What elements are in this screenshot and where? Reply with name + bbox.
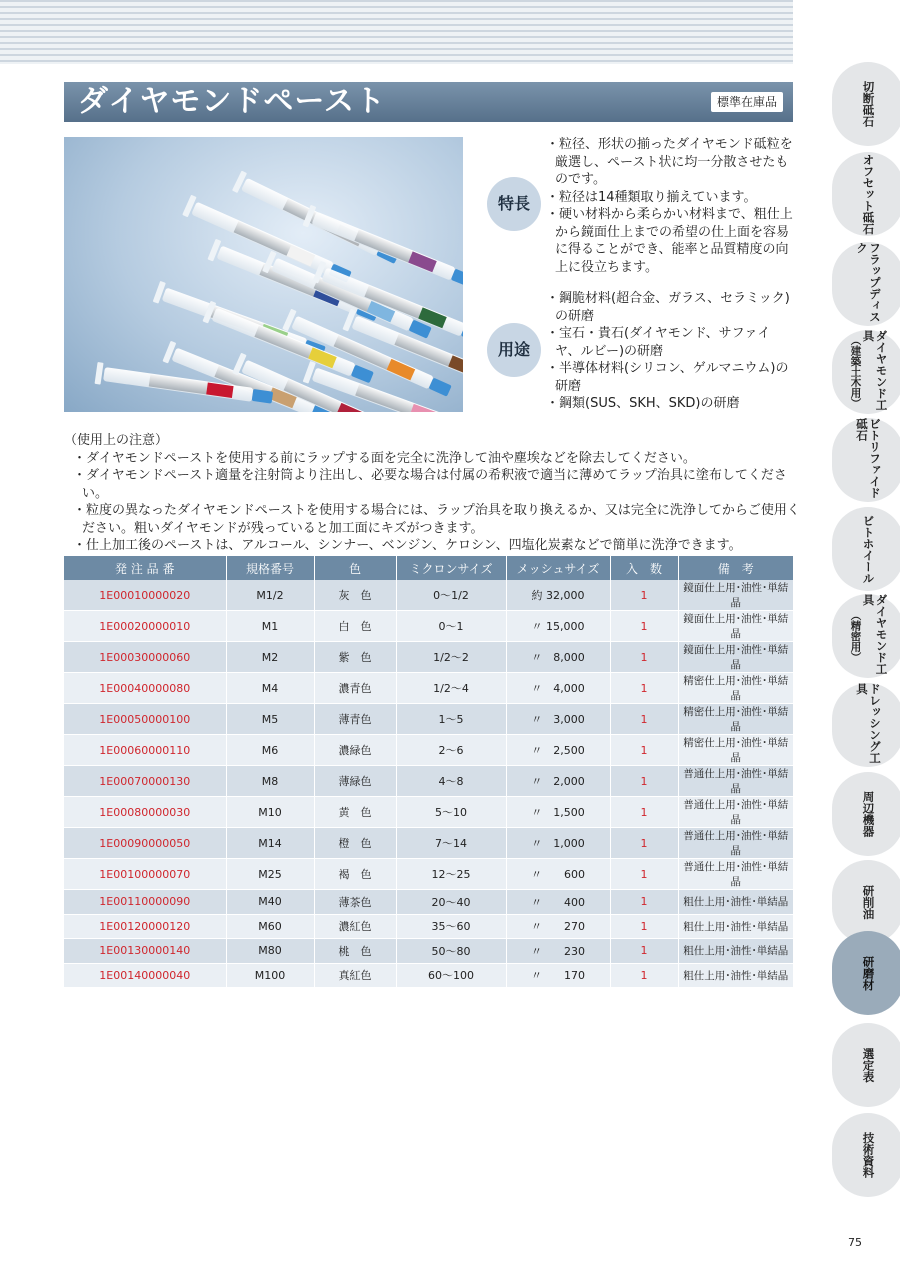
order-code: 1E00010000020: [64, 580, 226, 611]
remark: 鏡面仕上用･油性･単結晶: [678, 611, 793, 642]
mesh-size: 〃 170: [506, 963, 610, 988]
side-tab-text: ダイヤモンド工具: [861, 594, 889, 675]
quantity: 1: [610, 890, 678, 915]
mesh-size: 〃 600: [506, 859, 610, 890]
quantity: 1: [610, 580, 678, 611]
mesh-size: 〃 400: [506, 890, 610, 915]
column-header: メッシュサイズ: [506, 556, 610, 580]
micron-size: 5〜10: [396, 797, 506, 828]
column-header: 入 数: [610, 556, 678, 580]
quantity: 1: [610, 939, 678, 964]
remark: 粗仕上用･油性･単結晶: [678, 890, 793, 915]
side-tab-label: [846, 507, 890, 591]
table-row: [64, 939, 793, 964]
side-tab-label: [846, 242, 890, 326]
side-tab[interactable]: [832, 507, 900, 591]
table-row: [64, 963, 793, 988]
side-tab-text: （精密用）: [849, 609, 862, 663]
table-row: [64, 611, 793, 642]
order-code: 1E00050000100: [64, 704, 226, 735]
order-code: 1E00090000050: [64, 828, 226, 859]
feature-item: ・粒径、形状の揃ったダイヤモンド砥粒を厳選し、ペースト状に均一分散させたものです。: [546, 137, 793, 187]
note-item: ・ダイヤモンドペーストを使用する前にラップする面を完全に洗浄して油や塵埃などを除去してください。: [73, 450, 696, 466]
side-tab[interactable]: [832, 683, 900, 767]
order-code: 1E00140000040: [64, 963, 226, 988]
side-tab-text: 技術資料: [861, 1132, 876, 1178]
order-code: 1E00100000070: [64, 859, 226, 890]
side-tab-text: 研削油: [861, 884, 876, 920]
syringe: [162, 287, 167, 300]
side-tab-label: [846, 418, 890, 502]
spec-number: M40: [226, 890, 314, 915]
micron-size: 0〜1/2: [396, 580, 506, 611]
order-code: 1E00130000140: [64, 939, 226, 964]
remark: 鏡面仕上用･油性･単結晶: [678, 642, 793, 673]
use-item: ・鋼脆材料(超合金、ガラス、セラミック)の研磨: [546, 291, 790, 324]
use-item: ・鋼類(SUS、SKH、SKD)の研磨: [546, 396, 740, 411]
side-tab[interactable]: [832, 772, 900, 856]
side-tab-text: フラップディスク: [855, 242, 882, 323]
order-code: 1E00020000010: [64, 611, 226, 642]
spec-number: M5: [226, 704, 314, 735]
color: 灰 色: [314, 580, 396, 611]
mesh-size: 〃 270: [506, 914, 610, 939]
order-code: 1E00040000080: [64, 673, 226, 704]
spec-number: M60: [226, 914, 314, 939]
feature-item: ・粒径は14種類取り揃えています。: [546, 189, 757, 205]
syringe-cap: [252, 389, 273, 404]
spec-number: M2: [226, 642, 314, 673]
spec-number: M4: [226, 673, 314, 704]
spec-number: M1: [226, 611, 314, 642]
side-tab-label: [846, 1113, 890, 1197]
notes-heading: （使用上の注意）: [64, 433, 169, 448]
color: 薄茶色: [314, 890, 396, 915]
quantity: 1: [610, 642, 678, 673]
side-tab[interactable]: [832, 594, 900, 678]
column-header: 色: [314, 556, 396, 580]
table-row: [64, 704, 793, 735]
side-tab-label: [846, 330, 890, 414]
syringe-flange: [95, 362, 104, 385]
side-tab-text: ダイヤモンド工具: [861, 330, 889, 411]
spec-number: M80: [226, 939, 314, 964]
spec-number: M1/2: [226, 580, 314, 611]
side-tab[interactable]: [832, 931, 900, 1015]
syringe-paste: [410, 404, 439, 412]
table-row: [64, 797, 793, 828]
side-tab-label: [846, 62, 890, 146]
quantity: 1: [610, 704, 678, 735]
side-tab-text: オフセット砥石: [861, 153, 876, 235]
column-header: 規格番号: [226, 556, 314, 580]
use-item: ・宝石・貴石(ダイヤモンド、サファイヤ、ルビー)の研磨: [546, 326, 771, 359]
color: 紫 色: [314, 642, 396, 673]
remark: 精密仕上用･油性･単結晶: [678, 673, 793, 704]
remark: 粗仕上用･油性･単結晶: [678, 939, 793, 964]
mesh-size: 〃 4,000: [506, 673, 610, 704]
syringe-paste: [337, 403, 366, 412]
side-tab-label: [846, 594, 890, 678]
micron-size: 60〜100: [396, 963, 506, 988]
mesh-size: 〃 15,000: [506, 611, 610, 642]
micron-size: 1〜5: [396, 704, 506, 735]
side-tab[interactable]: [832, 62, 900, 146]
micron-size: 1/2〜4: [396, 673, 506, 704]
mesh-size: 〃 8,000: [506, 642, 610, 673]
uses-list: [546, 290, 794, 413]
syringe: [103, 367, 105, 381]
syringe: [291, 316, 297, 329]
spec-number: M14: [226, 828, 314, 859]
spec-number: M6: [226, 735, 314, 766]
remark: 粗仕上用･油性･単結晶: [678, 963, 793, 988]
quantity: 1: [610, 859, 678, 890]
order-code: 1E00070000130: [64, 766, 226, 797]
syringe: [191, 202, 197, 215]
table-header-row: [64, 556, 793, 580]
table-row: [64, 914, 793, 939]
syringe: [271, 258, 277, 271]
side-tab-label: [846, 1023, 890, 1107]
page-title: ダイヤモンドペースト: [78, 84, 386, 119]
mesh-size: 〃 230: [506, 939, 610, 964]
table-row: [64, 859, 793, 890]
quantity: 1: [610, 828, 678, 859]
spec-number: M8: [226, 766, 314, 797]
side-tab-label: [846, 683, 890, 767]
color: 真紅色: [314, 963, 396, 988]
remark: 粗仕上用･油性･単結晶: [678, 914, 793, 939]
table-row: [64, 673, 793, 704]
note-item: ・仕上加工後のペーストは、アルコール、シンナー、ベンジン、ケロシン、四塩化炭素などで簡単に洗浄できます。: [73, 538, 742, 553]
quantity: 1: [610, 914, 678, 939]
usage-notes: [64, 432, 800, 555]
order-code: 1E00080000030: [64, 797, 226, 828]
micron-size: 20〜40: [396, 890, 506, 915]
side-tab[interactable]: [832, 1113, 900, 1197]
color: 濃青色: [314, 673, 396, 704]
syringe-cap: [429, 378, 452, 397]
column-header: ミクロンサイズ: [396, 556, 506, 580]
syringe: [216, 246, 221, 259]
color: 褐 色: [314, 859, 396, 890]
quantity: 1: [610, 611, 678, 642]
quantity: 1: [610, 735, 678, 766]
color: 濃紅色: [314, 914, 396, 939]
remark: 普通仕上用･油性･単結晶: [678, 828, 793, 859]
remark: 普通仕上用･油性･単結晶: [678, 766, 793, 797]
syringe: [241, 360, 247, 373]
stock-badge: 標準在庫品: [711, 92, 783, 112]
side-tab[interactable]: [832, 418, 900, 502]
spec-number: M100: [226, 963, 314, 988]
table-row: [64, 580, 793, 611]
note-item: ・ダイヤモンドペースト適量を注射筒より注出し、必要な場合は付属の希釈液で適当に薄めてラップ治具に塗布してください。: [73, 468, 787, 501]
spec-table: [64, 556, 793, 988]
side-tab-label: [846, 772, 890, 856]
features-list: [546, 136, 794, 276]
mesh-size: 〃 1,500: [506, 797, 610, 828]
order-code: 1E00060000110: [64, 735, 226, 766]
table-row: [64, 828, 793, 859]
product-photo: [64, 137, 463, 412]
syringe: [171, 348, 176, 361]
side-tab-label: [846, 931, 890, 1015]
syringe-label: [355, 384, 414, 412]
quantity: 1: [610, 673, 678, 704]
spec-number: M10: [226, 797, 314, 828]
table-row: [64, 766, 793, 797]
side-tab[interactable]: [832, 152, 900, 236]
remark: 普通仕上用･油性･単結晶: [678, 859, 793, 890]
syringe-label: [234, 221, 292, 256]
color: 薄青色: [314, 704, 396, 735]
remark: 精密仕上用･油性･単結晶: [678, 704, 793, 735]
side-tab[interactable]: [832, 242, 900, 326]
remark: 精密仕上用･油性･単結晶: [678, 735, 793, 766]
side-tab[interactable]: [832, 1023, 900, 1107]
side-tab-text: （建築土木用）: [849, 335, 862, 409]
color: 桃 色: [314, 939, 396, 964]
uses-label: 用途: [487, 323, 541, 377]
syringe: [351, 316, 356, 329]
side-tab-text: 選定表: [861, 1047, 876, 1083]
header-stripes: [0, 0, 793, 64]
column-header: 備 考: [678, 556, 793, 580]
color: 薄緑色: [314, 766, 396, 797]
quantity: 1: [610, 797, 678, 828]
syringe: [312, 367, 317, 380]
table-row: [64, 642, 793, 673]
color: 橙 色: [314, 828, 396, 859]
micron-size: 2〜6: [396, 735, 506, 766]
quantity: 1: [610, 963, 678, 988]
color: 黄 色: [314, 797, 396, 828]
side-tab[interactable]: [832, 330, 900, 414]
micron-size: 0〜1: [396, 611, 506, 642]
spec-number: M25: [226, 859, 314, 890]
micron-size: 7〜14: [396, 828, 506, 859]
mesh-size: 〃 2,000: [506, 766, 610, 797]
micron-size: 50〜80: [396, 939, 506, 964]
mesh-size: 〃 1,000: [506, 828, 610, 859]
order-code: 1E00120000120: [64, 914, 226, 939]
micron-size: 1/2〜2: [396, 642, 506, 673]
mesh-size: 〃 2,500: [506, 735, 610, 766]
side-tab-label: [846, 152, 890, 236]
side-tab-text: ビトリファイド砥石: [855, 418, 882, 499]
micron-size: 12〜25: [396, 859, 506, 890]
syringe: [241, 178, 247, 191]
color: 濃緑色: [314, 735, 396, 766]
micron-size: 4〜8: [396, 766, 506, 797]
side-tab-text: ドレッシング工具: [855, 683, 882, 764]
features-label: 特長: [487, 177, 541, 231]
micron-size: 35〜60: [396, 914, 506, 939]
side-tab-text: 切断砥石: [861, 81, 876, 127]
color: 白 色: [314, 611, 396, 642]
feature-item: ・硬い材料から柔らかい材料まで、粗仕上から鏡面仕上までの希望の仕上面を容易に得ることができ、能率と品質精度の向上に役立ちます。: [546, 207, 793, 275]
side-tab-text: 周辺機器: [861, 791, 876, 837]
side-tab-text: ビトホイール: [861, 514, 876, 584]
table-row: [64, 890, 793, 915]
mesh-size: 約 32,000: [506, 580, 610, 611]
side-tab-text: 研磨材: [861, 955, 876, 991]
syringe-paste: [448, 355, 463, 376]
column-header: 発 注 品 番: [64, 556, 226, 580]
remark: 鏡面仕上用･油性･単結晶: [678, 580, 793, 611]
order-code: 1E00030000060: [64, 642, 226, 673]
note-item: ・粒度の異なったダイヤモンドペーストを使用する場合には、ラップ治具を取り換えるか、又は完全に洗浄してからご使用ください。粗いダイヤモンドが残っていると加工面にキズがつきます。: [73, 503, 800, 536]
order-code: 1E00110000090: [64, 890, 226, 915]
page-number: 75: [848, 1236, 862, 1249]
remark: 普通仕上用･油性･単結晶: [678, 797, 793, 828]
use-item: ・半導体材料(シリコン、ゲルマニウム)の研磨: [546, 361, 789, 394]
table-row: [64, 735, 793, 766]
title-bar: [64, 82, 793, 122]
quantity: 1: [610, 766, 678, 797]
mesh-size: 〃 3,000: [506, 704, 610, 735]
